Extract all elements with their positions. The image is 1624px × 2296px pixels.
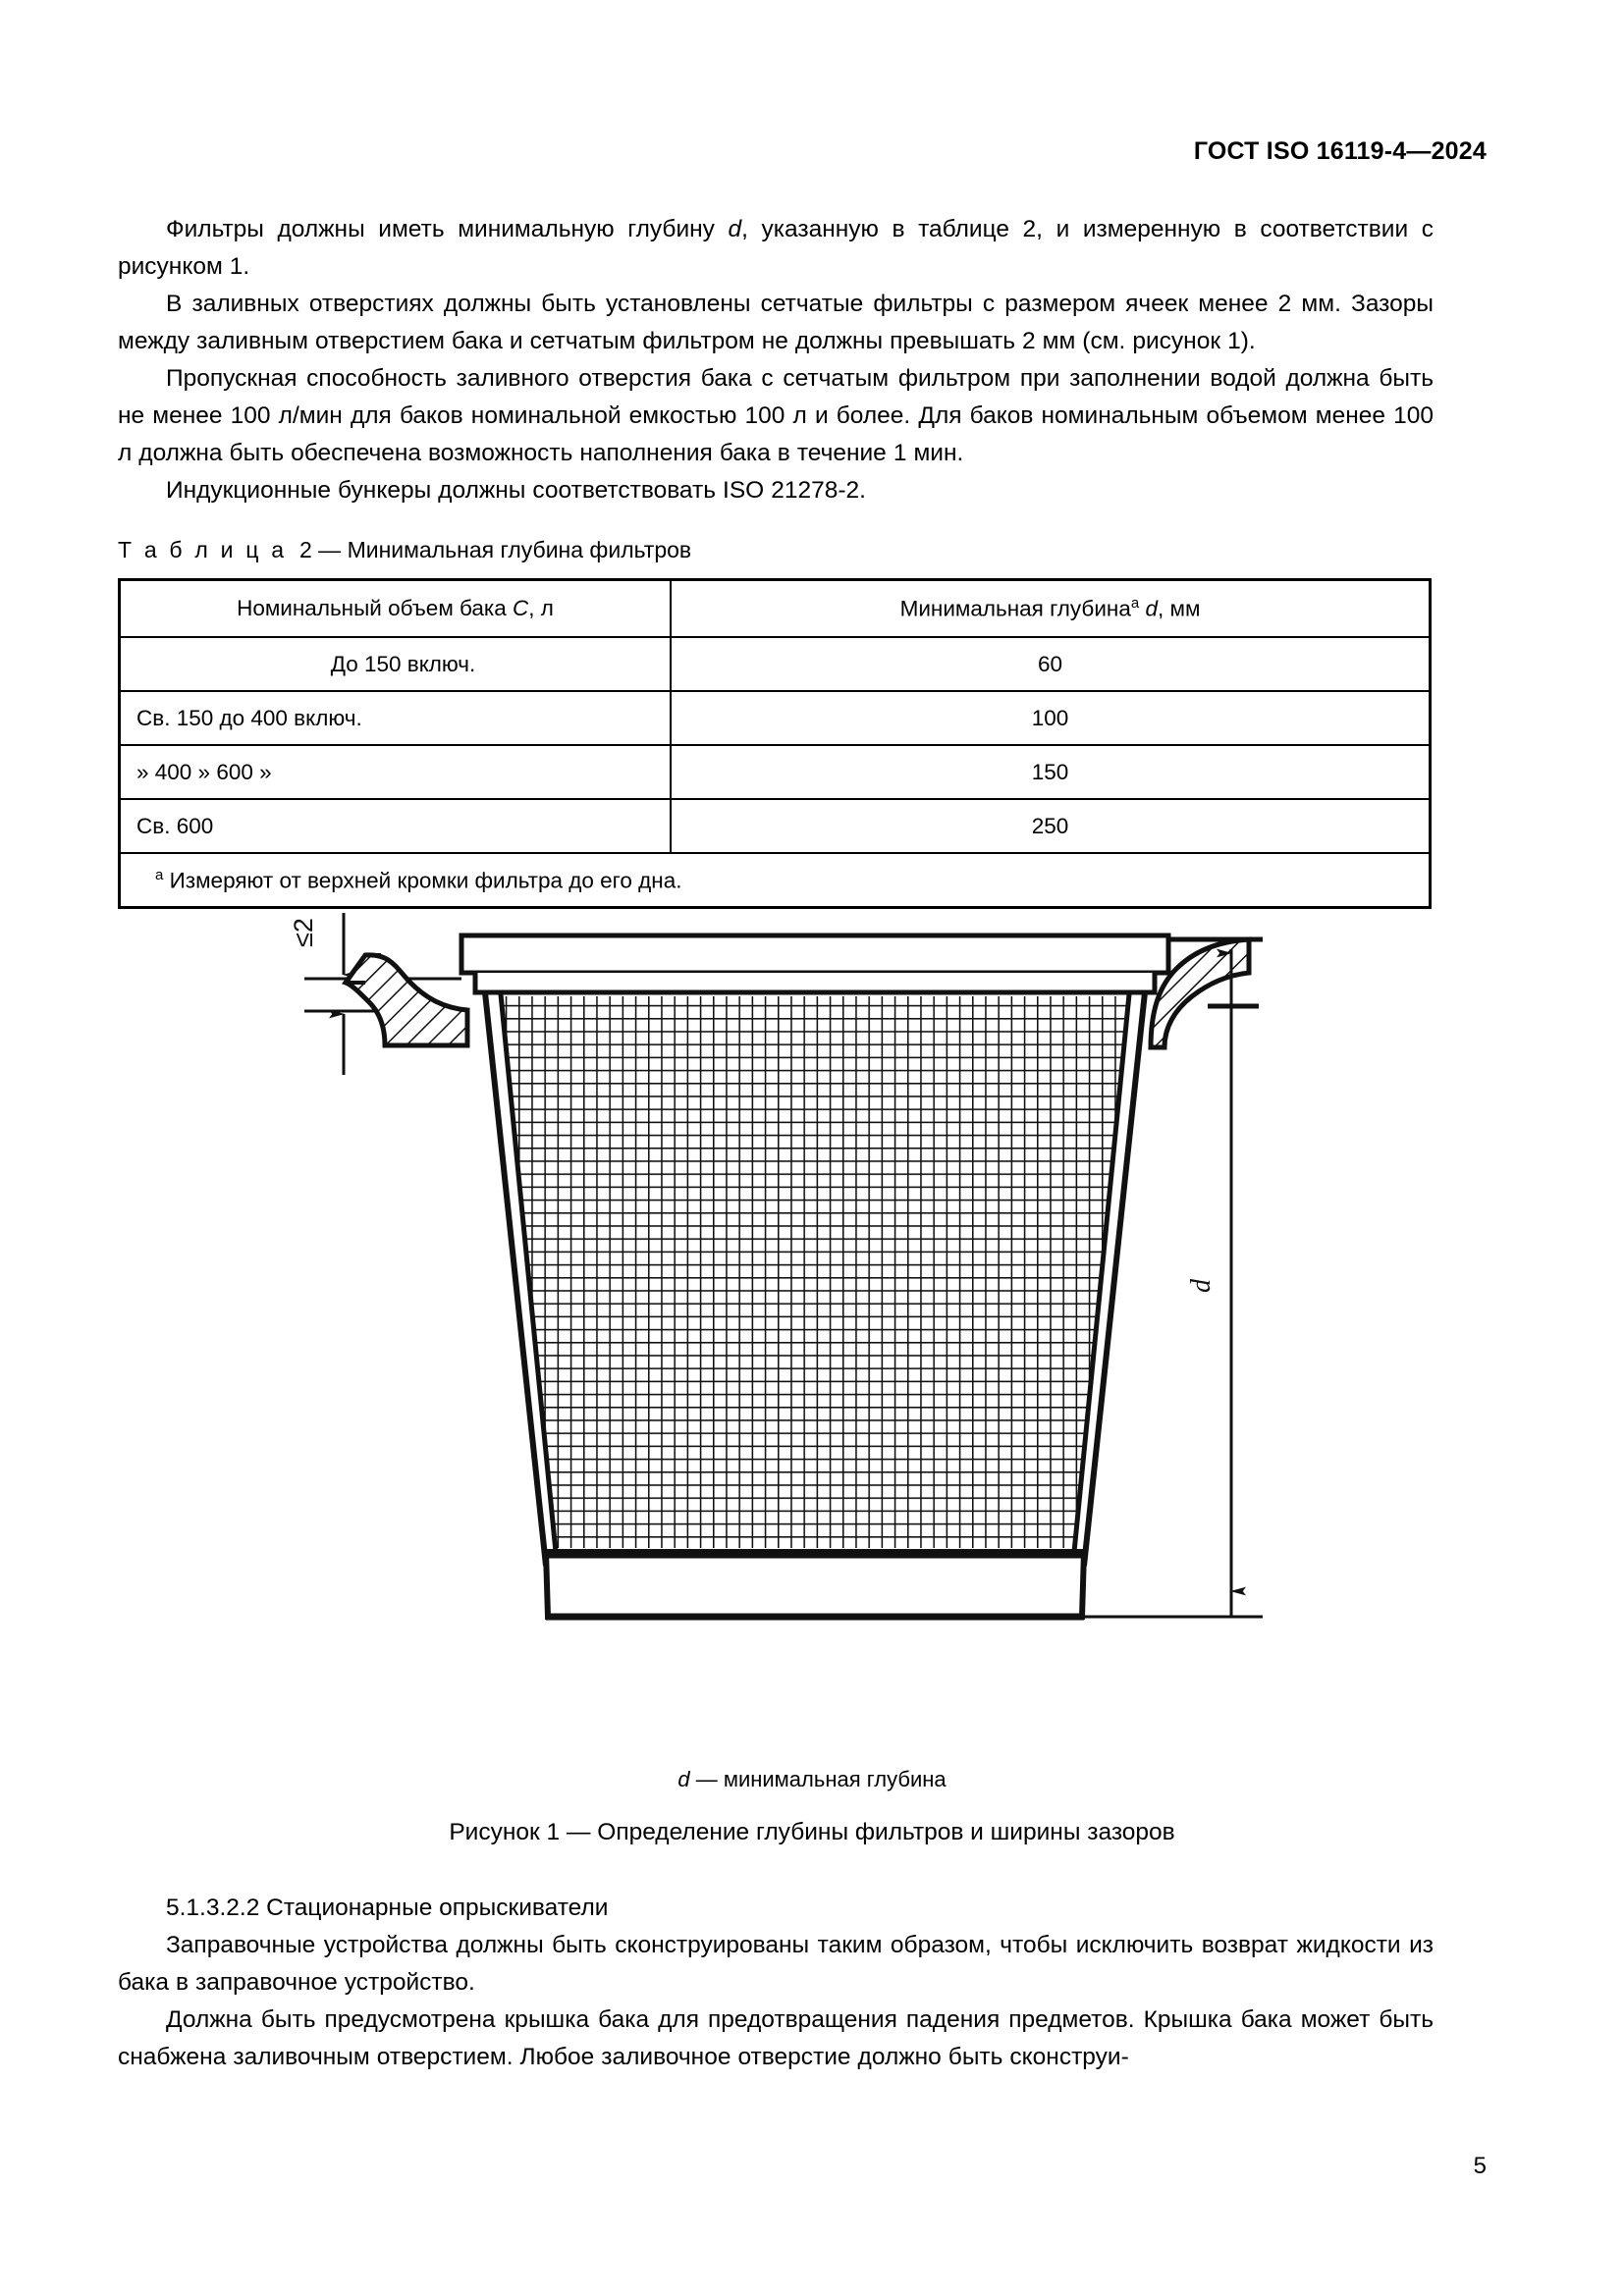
table-row	[121, 745, 1429, 799]
page-header-standard-id: ГОСТ ISO 16119-4—2024	[1193, 137, 1487, 165]
figure-1-caption: Рисунок 1 — Определение глубины фильтров и ширины зазоров	[449, 1819, 1175, 1845]
cell-volume: До 150 включ.	[121, 637, 671, 691]
cell-depth: 60	[671, 637, 1429, 691]
tank-wall-left	[346, 955, 467, 1045]
table-caption-title: Минимальная глубина фильтров	[347, 537, 692, 562]
filter-flange	[461, 935, 1168, 973]
paragraph-induction-hoppers: Индукционные бункеры должны соответствовать ISO 21278-2.	[166, 477, 866, 504]
main-text-lower	[118, 1890, 1434, 2076]
figure-1-svg	[0, 888, 1624, 1801]
table-caption-dash: —	[318, 537, 342, 562]
legend-symbol-d: d	[677, 1767, 690, 1791]
table-2-caption	[118, 509, 1434, 564]
table-2-container	[118, 578, 1432, 909]
paragraph-1-part-1: Фильтры должны иметь минимальную глубину	[166, 216, 729, 242]
depth-dimension-label: d	[1186, 1279, 1217, 1293]
table-row	[121, 637, 1429, 691]
basket-bottom-band	[546, 1552, 1084, 1617]
table-row	[121, 691, 1429, 745]
paragraph-flow-capacity: Пропускная способность заливного отверстия бака с сетчатым фильтром при заполнении водой должна быть не менее 100 л/мин для баков номинальной емкостью 100 л и более. Для баков номинальным объемом менее 100 л должна быть обеспечена возможность наполнения бака в течение 1 мин.	[118, 365, 1434, 466]
section-heading-5-1-3-2-2: 5.1.3.2.2 Стационарные опрыскиватели	[166, 1895, 609, 1921]
table-caption-label: Т а б л и ц а	[118, 537, 288, 562]
cell-volume: Св. 600	[121, 799, 671, 853]
col2-footnote-marker: a	[1130, 595, 1140, 613]
gap-dimension-label: ≤2	[289, 918, 318, 947]
footnote-text: Измеряют от верхней кромки фильтра до его дна.	[163, 868, 682, 893]
legend-description: минимальная глубина	[723, 1767, 947, 1791]
col1-pre: Номинальный объем бака	[237, 596, 514, 620]
column-header-minimum-depth	[671, 581, 1429, 637]
table-caption-number: 2	[298, 537, 312, 562]
filter-mesh-area	[499, 996, 1131, 1548]
tank-wall-left-section	[346, 955, 467, 1045]
main-text-upper	[118, 211, 1434, 909]
paragraph-filling-devices: Заправочные устройства должны быть сконструированы таким образом, чтобы исключить возврат жидкости из бака в заправочное устройство.	[118, 1932, 1434, 1996]
figure-1-legend	[0, 1767, 1624, 1792]
paragraph-mesh-filters: В заливных отверстиях должны быть установлены сетчатые фильтры с размером ячеек менее 2 мм. Зазоры между заливным отверстием бака и сетчатым фильтром не должны превышать 2 мм (см. рисунок 1).	[118, 291, 1434, 354]
table-row	[121, 799, 1429, 853]
col1-symbol-C: C	[513, 596, 529, 620]
col2-pre: Минимальная глубина	[899, 596, 1131, 621]
col2-post: , мм	[1157, 596, 1201, 621]
cell-depth: 150	[671, 745, 1429, 799]
table-header-row	[121, 581, 1429, 637]
symbol-d-italic: d	[728, 216, 742, 242]
legend-dash: —	[689, 1767, 724, 1791]
paragraph-filters-depth	[118, 211, 1434, 286]
cell-depth: 100	[671, 691, 1429, 745]
cell-volume: Св. 150 до 400 включ.	[121, 691, 671, 745]
table-minimum-filter-depth	[121, 581, 1429, 906]
footnote-marker: a	[155, 866, 164, 883]
cell-volume: » 400 » 600 »	[121, 745, 671, 799]
figure-1-filter-depth-drawing	[0, 888, 1624, 1801]
col1-post: , л	[528, 596, 554, 620]
column-header-nominal-volume	[121, 581, 671, 637]
paragraph-1-part-2: , указанную в таблице 2, и измеренную в соответствии с рисунком 1.	[118, 216, 1434, 280]
cell-depth: 250	[671, 799, 1429, 853]
col2-symbol-d: d	[1145, 596, 1158, 621]
page-number: 5	[1473, 2153, 1487, 2179]
filter-flange-underside	[475, 973, 1155, 992]
paragraph-tank-lid: Должна быть предусмотрена крышка бака для предотвращения падения предметов. Крышка бака может быть снабжена заливочным отверстием. Любое заливочное отверстие должно быть сконструи-	[118, 2006, 1434, 2070]
